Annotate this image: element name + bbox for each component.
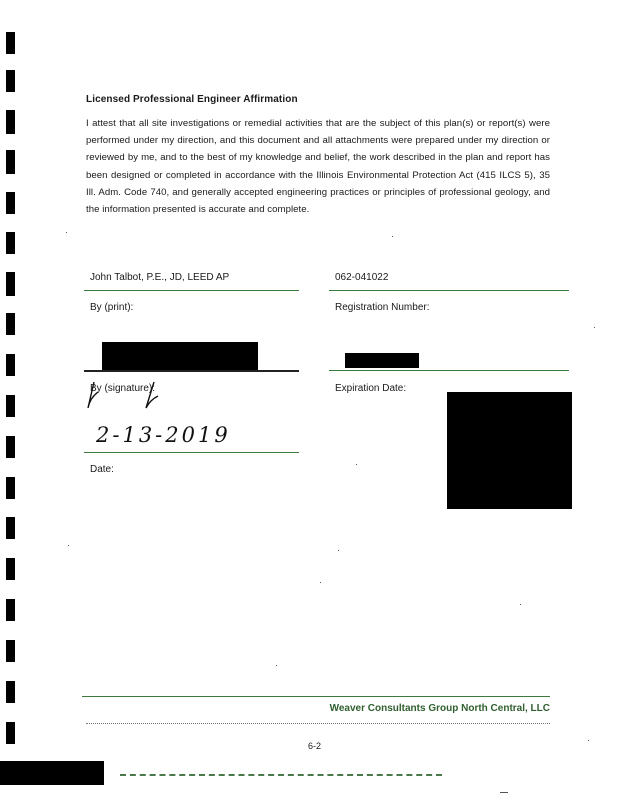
signature-rule — [84, 370, 299, 372]
scan-mark — [6, 70, 15, 92]
scan-mark — [6, 192, 15, 214]
registration-number: 062-041022 — [335, 272, 389, 283]
scan-speck — [276, 665, 277, 666]
scan-mark — [6, 517, 15, 539]
scan-speck — [66, 232, 67, 233]
scan-mark — [6, 395, 15, 417]
redacted-seal — [447, 392, 572, 509]
registration-rule — [329, 290, 569, 291]
expiration-rule — [329, 370, 569, 371]
scan-mark — [6, 32, 15, 54]
scan-mark — [6, 150, 15, 174]
scan-mark — [6, 477, 15, 499]
handwritten-date: 2-13-2019 — [96, 423, 231, 447]
scan-artifact-line — [120, 774, 442, 776]
scan-block — [0, 761, 104, 785]
footer-file-path — [86, 723, 550, 729]
date-rule — [84, 452, 299, 453]
footer-rule — [82, 696, 550, 697]
redacted-signature — [102, 342, 258, 371]
expiration-label: Expiration Date: — [335, 383, 407, 394]
scan-mark — [6, 272, 15, 296]
scan-mark — [6, 436, 15, 458]
affirmation-heading: Licensed Professional Engineer Affirmation — [86, 94, 298, 105]
scan-speck — [320, 582, 321, 583]
scan-mark — [6, 599, 15, 621]
scan-mark — [6, 640, 15, 662]
scan-mark — [6, 354, 15, 376]
scan-speck — [68, 545, 69, 546]
scan-mark — [6, 558, 15, 580]
signature-label: By (signature): — [90, 383, 156, 394]
scan-mark — [6, 722, 15, 744]
footer-company: Weaver Consultants Group North Central, LLC — [329, 703, 550, 714]
name-rule — [84, 290, 299, 291]
scan-speck — [594, 327, 595, 328]
affirmation-paragraph: I attest that all site investigations or remedial activities that are the subject of this plan(s) or report(s) were performed under my direction, and this document and all attachments were prepared under my direction or reviewed by me, and to the best of my knowledge and belief, the work described in the plan and report has been designed or completed in accordance with the Illinois Environmental Protection Act (415 ILCS 5), 35 Ill. Adm. Code 740, and generally accepted engineering practices or principles of professional geology, and the information presented is accurate and complete. — [86, 118, 550, 216]
scan-speck — [588, 740, 589, 741]
scan-mark — [6, 313, 15, 335]
scan-mark — [6, 681, 15, 703]
scan-speck — [356, 464, 357, 465]
scan-speck — [392, 236, 393, 237]
engineer-name: John Talbot, P.E., JD, LEED AP — [90, 272, 230, 283]
scan-speck — [500, 792, 508, 793]
scan-mark — [6, 232, 15, 254]
redacted-expiration — [345, 353, 419, 368]
scan-mark — [6, 110, 15, 134]
date-label: Date: — [90, 464, 114, 475]
scan-speck — [338, 550, 339, 551]
print-label: By (print): — [90, 302, 134, 313]
scan-speck — [520, 604, 521, 605]
registration-label: Registration Number: — [335, 302, 430, 313]
page-number: 6-2 — [308, 741, 322, 751]
